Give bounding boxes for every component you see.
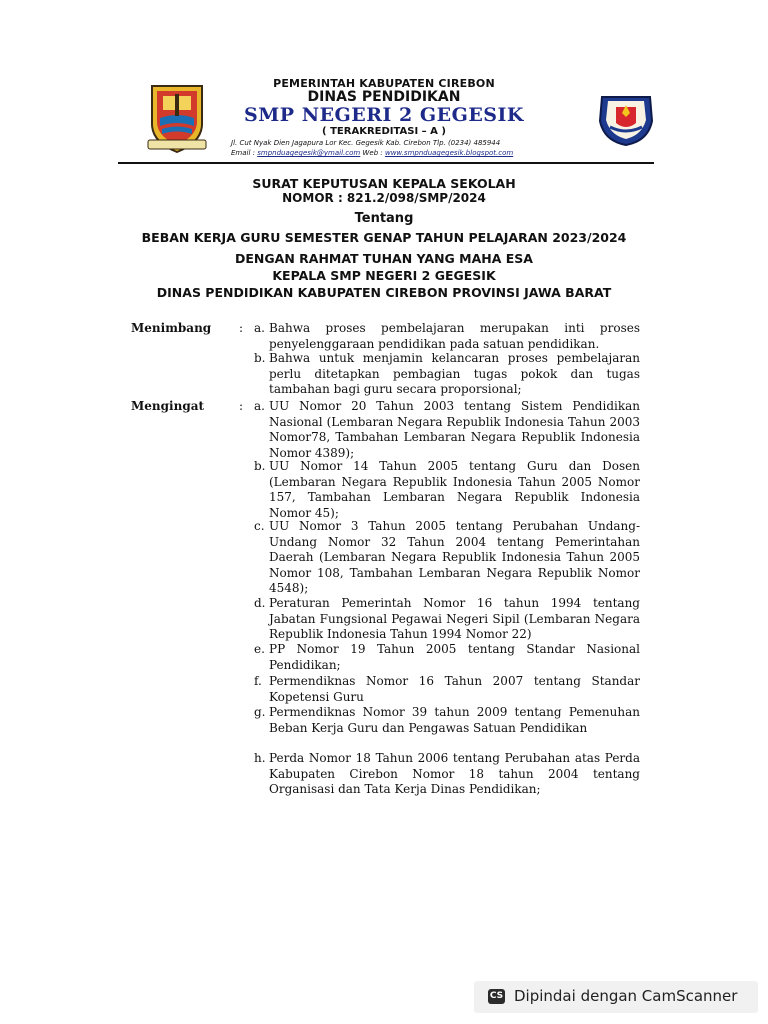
camscanner-label: Dipindai dengan CamScanner xyxy=(514,987,738,1005)
letterhead-divider xyxy=(118,162,654,164)
mengingat-colon: : xyxy=(239,399,244,413)
school-emblem-icon xyxy=(594,83,658,147)
list-item-text: Bahwa untuk menjamin kelancaran proses pembelajaran perlu ditetapkan pembagian tugas pokok dan tugas tambahan bagi guru secara proporsional; xyxy=(269,351,640,397)
decree-title: SURAT KEPUTUSAN KEPALA SEKOLAH xyxy=(252,176,516,191)
mengingat-item-e xyxy=(254,642,640,673)
menimbang-colon: : xyxy=(239,321,244,335)
camscanner-icon: CS xyxy=(488,989,505,1004)
list-item-text: PP Nomor 19 Tahun 2005 tentang Standar Nasional Pendidikan; xyxy=(269,642,640,672)
email-link[interactable]: smpnduagegesik@ymail.com xyxy=(257,149,361,157)
decree-preamble: DENGAN RAHMAT TUHAN YANG MAHA ESA xyxy=(235,251,533,266)
list-item-text: Permendiknas Nomor 39 tahun 2009 tentang Pemenuhan Beban Kerja Guru dan Pengawas Satuan Pendidikan xyxy=(269,705,640,735)
mengingat-item-c xyxy=(254,519,640,597)
list-item-text: UU Nomor 14 Tahun 2005 tentang Guru dan Dosen (Lembaran Negara Republik Indonesia Tahun 2005 Nomor 157, Tambahan Lembaran Negara Republik Indonesia Nomor 45); xyxy=(269,459,640,520)
letterhead-address: Jl. Cut Nyak Dien Jagapura Lor Kec. Gegesik Kab. Cirebon Tlp. (0234) 485944 xyxy=(231,139,501,147)
list-marker: f. xyxy=(254,674,262,688)
list-item-text: UU Nomor 20 Tahun 2003 tentang Sistem Pendidikan Nasional (Lembaran Negara Republik Indonesia Tahun 2003 Nomor78, Tambahan Lembaran Negara Republik Indonesia Nomor 4389); xyxy=(269,399,640,460)
decree-number: NOMOR : 821.2/098/SMP/2024 xyxy=(282,191,486,205)
list-marker: b. xyxy=(254,351,266,365)
email-label: Email : xyxy=(231,149,256,157)
list-item-text: Perda Nomor 18 Tahun 2006 tentang Perubahan atas Perda Kabupaten Cirebon Nomor 18 tahun 2004 tentang Organisasi dan Tata Kerja Dinas Pendidikan; xyxy=(269,751,640,797)
mengingat-item-h xyxy=(254,751,640,798)
letterhead-school-name: SMP NEGERI 2 GEGESIK xyxy=(244,104,524,126)
list-marker: e. xyxy=(254,642,265,656)
list-marker: a. xyxy=(254,399,265,413)
list-marker: h. xyxy=(254,751,266,765)
menimbang-item-a xyxy=(254,321,640,352)
decree-issuer: KEPALA SMP NEGERI 2 GEGESIK xyxy=(272,268,496,283)
mengingat-item-d xyxy=(254,596,640,643)
list-item-text: Bahwa proses pembelajaran merupakan inti proses penyelenggaraan pendidikan pada satuan pendidikan. xyxy=(269,321,640,351)
mengingat-item-g xyxy=(254,705,640,736)
list-item-text: Peraturan Pemerintah Nomor 16 tahun 1994 tentang Jabatan Fungsional Pegawai Negeri Sipil (Lembaran Negara Republik Indonesia Tahun 1994 Nomor 22) xyxy=(269,596,640,642)
mengingat-item-f xyxy=(254,674,640,705)
decree-about: Tentang xyxy=(354,211,414,226)
mengingat-label: Mengingat xyxy=(131,399,205,413)
list-marker: c. xyxy=(254,519,265,533)
decree-authority: DINAS PENDIDIKAN KABUPATEN CIREBON PROVINSI JAWA BARAT xyxy=(156,285,612,300)
list-marker: d. xyxy=(254,596,266,610)
list-item-text: Permendiknas Nomor 16 Tahun 2007 tentang Standar Kopetensi Guru xyxy=(269,674,640,704)
letterhead-government: PEMERINTAH KABUPATEN CIREBON xyxy=(273,77,495,90)
letterhead-contact xyxy=(231,149,513,157)
decree-subject: BEBAN KERJA GURU SEMESTER GENAP TAHUN PELAJARAN 2023/2024 xyxy=(141,230,627,245)
camscanner-watermark xyxy=(474,981,758,1013)
menimbang-item-b xyxy=(254,351,640,398)
mengingat-item-b xyxy=(254,459,640,521)
list-item-text: UU Nomor 3 Tahun 2005 tentang Perubahan Undang-Undang Nomor 32 Tahun 2004 tentang Pemerintahan Daerah (Lembaran Negara Republik Indonesia Tahun 2005 Nomor 108, Tambahan Lembaran Negara Republik Nomor 4548); xyxy=(269,519,640,596)
menimbang-label: Menimbang xyxy=(131,321,212,335)
mengingat-item-a xyxy=(254,399,640,461)
list-marker: b. xyxy=(254,459,266,473)
list-marker: a. xyxy=(254,321,265,335)
web-link[interactable]: www.smpnduagegesik.blogspot.com xyxy=(384,149,514,157)
web-label: Web : xyxy=(362,149,383,157)
letterhead-accreditation: ( TERAKREDITASI – A ) xyxy=(322,126,446,137)
list-marker: g. xyxy=(254,705,266,719)
letterhead-department: DINAS PENDIDIKAN xyxy=(307,89,461,105)
